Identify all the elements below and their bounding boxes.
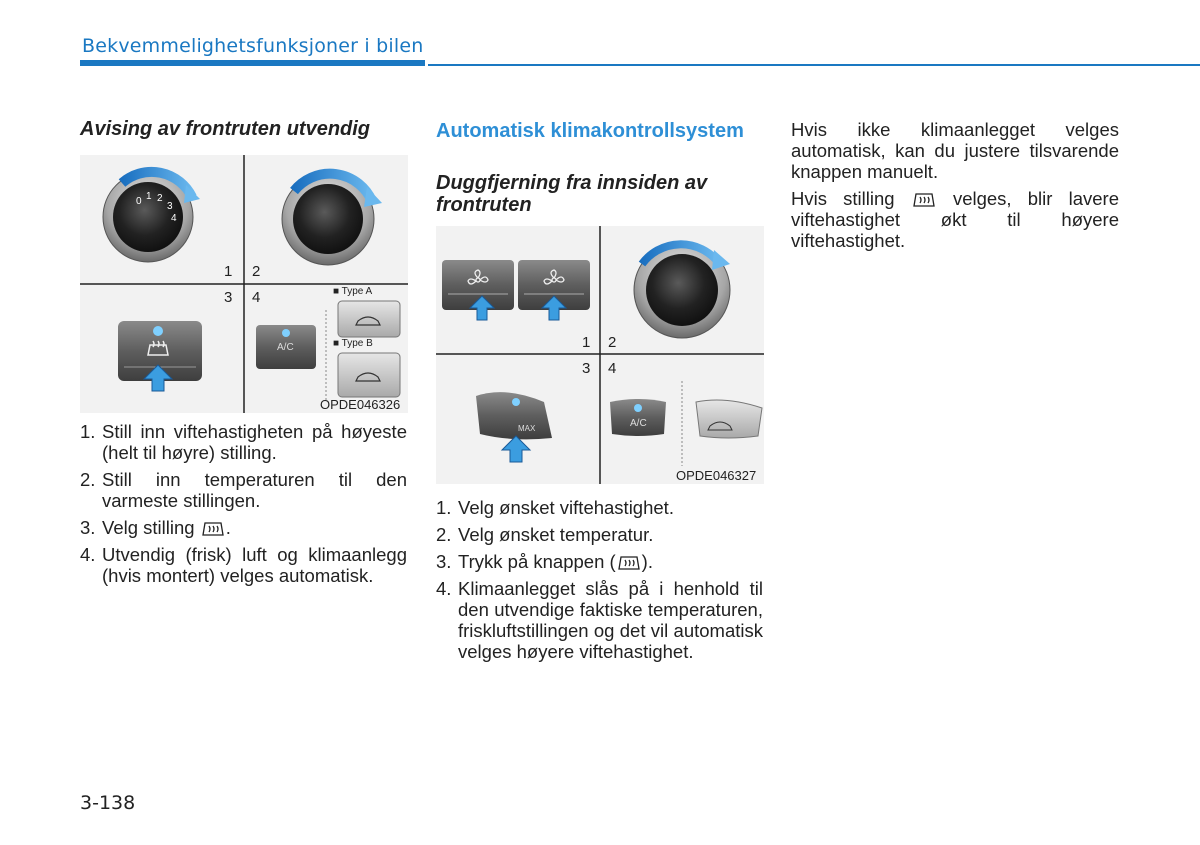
defrost-icon xyxy=(200,519,226,537)
list-item: 4. Klimaanlegget slås på i henhold til den utvendige faktiske temperaturen, friskluftstillingen og det vil automatisk velges høyere viftehastighet. xyxy=(436,578,763,662)
list-item: 2. Still inn temperaturen til den varmeste stillingen. xyxy=(80,469,407,511)
list-item: 2. Velg ønsket temperatur. xyxy=(436,524,654,545)
figure-label-2: 2 xyxy=(252,263,261,280)
figure-label-4: 4 xyxy=(252,289,261,306)
figure-label-1: 1 xyxy=(582,334,591,351)
figure-exterior-defrost xyxy=(80,155,408,413)
figure-label-2: 2 xyxy=(608,334,617,351)
ac-label: A/C xyxy=(630,418,647,429)
dial-number: 2 xyxy=(157,193,163,204)
section-title: Bekvemmelighetsfunksjoner i bilen xyxy=(82,35,424,57)
list-item: 1. Velg ønsket viftehastighet. xyxy=(436,497,674,518)
defrost-icon xyxy=(616,553,642,571)
figure-label-4: 4 xyxy=(608,360,617,377)
temperature-knob xyxy=(634,242,730,338)
figure-code: OPDE046327 xyxy=(676,468,757,483)
defrost-icon xyxy=(911,190,937,208)
list-item: 4. Utvendig (frisk) luft og klimaanlegg (hvis montert) velges automatisk. xyxy=(80,544,407,586)
page-number: 3-138 xyxy=(80,792,136,814)
dial-number: 3 xyxy=(167,201,173,212)
col2-heading: Automatisk klimakontrollsystem xyxy=(436,120,744,142)
recirculation-button-illustration xyxy=(696,400,762,438)
figure-interior-defog xyxy=(436,226,764,484)
paragraph: Hvis ikke klimaanlegget velges automatisk, kan du justere tilsvarende knappen manuelt. xyxy=(791,119,1119,182)
col2-subheading: Duggfjerning fra innsiden av frontruten xyxy=(436,172,708,216)
list-item: 1. Still inn viftehastigheten på høyeste (helt til høyre) stilling. xyxy=(80,421,407,463)
defrost-button-illustration xyxy=(118,321,202,391)
col2-steps xyxy=(436,497,763,668)
dial-number: 1 xyxy=(146,191,152,202)
header-accent-bar xyxy=(80,60,425,66)
col1-steps xyxy=(80,421,407,592)
dial-number: 0 xyxy=(136,196,142,207)
max-defrost-button-illustration xyxy=(476,392,552,462)
header-rule xyxy=(428,64,1200,66)
figure-code: OPDE046326 xyxy=(320,397,401,412)
figure-label-1: 1 xyxy=(224,263,233,280)
max-label: MAX xyxy=(518,424,536,433)
paragraph: Hvis stilling velges, blir lavere viftehastighet økt til høyere viftehastighet. xyxy=(791,188,1119,251)
up-arrow-icon xyxy=(502,436,530,462)
list-item: 3. Trykk på knappen ( ). xyxy=(436,551,653,572)
col1-heading: Avising av frontruten utvendig xyxy=(80,118,371,140)
list-item: 3. Velg stilling . xyxy=(80,517,231,538)
temperature-dial xyxy=(282,173,382,265)
figure-label-3: 3 xyxy=(582,360,591,377)
ac-label: A/C xyxy=(277,342,294,353)
fan-buttons-illustration xyxy=(442,260,590,320)
type-a-label: ■ Type A xyxy=(333,286,373,297)
type-b-label: ■ Type B xyxy=(333,338,373,349)
col3-text xyxy=(791,119,1119,257)
dial-number: 4 xyxy=(171,213,177,224)
fan-speed-dial xyxy=(103,172,200,262)
figure-label-3: 3 xyxy=(224,289,233,306)
